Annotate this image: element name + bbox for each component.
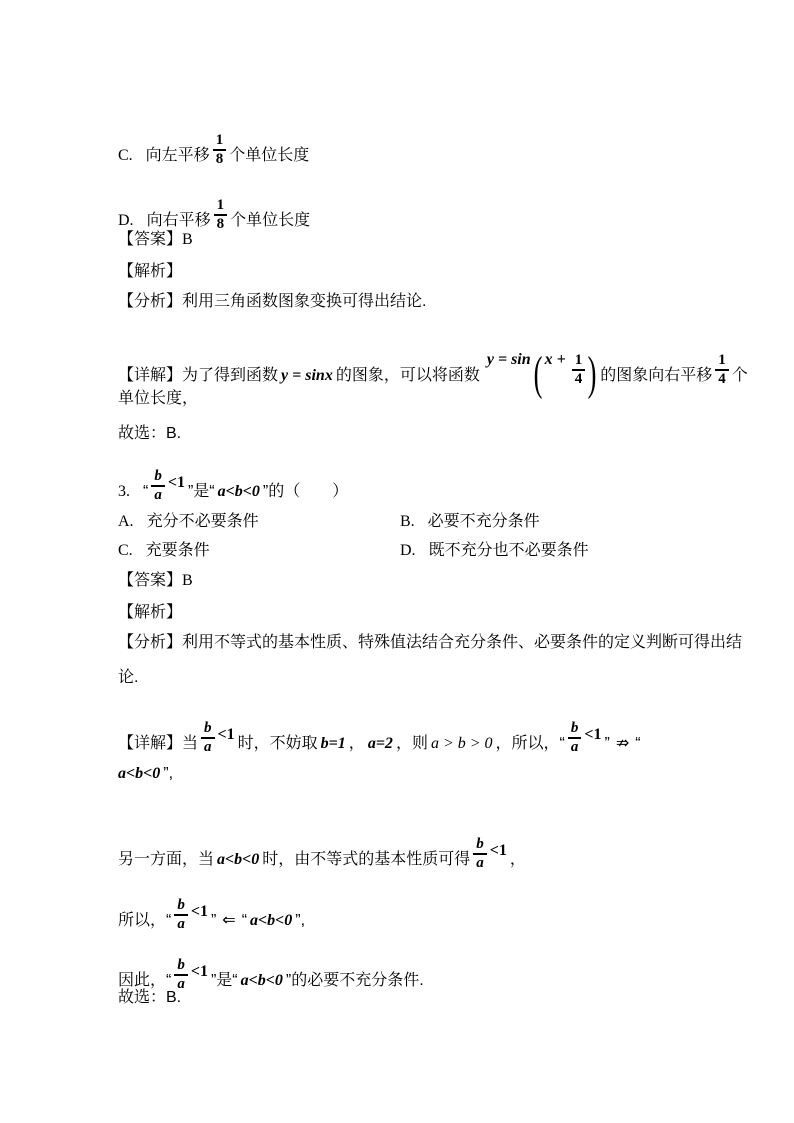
answer-value: B [182,231,193,248]
fraction-one-eighth [213,132,227,168]
conclusion-text: 故选：B. [118,425,182,442]
xiangjie-tag: 【详解】 [118,366,183,384]
q2-option-c [118,132,309,168]
fraction-one-fourth [572,352,586,388]
option-c-label: C. [118,146,133,164]
fraction-b-over-a [174,897,188,933]
formula-y-equals-sinx: y = sinx [281,366,333,384]
option-c-text: 充要条件 [145,542,210,559]
formula-lhs: y = sin [486,350,531,368]
fraction-denominator: 4 [718,370,726,387]
q3-xiangjie-line1 [118,720,641,756]
fraction-numerator: b [201,720,215,739]
fenxi-text-line2: 论. [118,669,139,686]
detail1-seg2: 时，不妨取 [237,734,318,752]
fenxi-text: 利用三角函数图象变换可得出结论. [182,293,427,310]
q2-fenxi-line [118,292,426,312]
less-than-one: <1 [584,725,602,743]
option-d-text-post: 个单位长度 [230,211,311,229]
fraction-denominator: a [154,486,162,503]
xiangjie-seg2: 的图象，可以将函数 [335,366,480,384]
option-b-label: B. [400,513,415,530]
q2-answer-line [118,230,193,250]
detail5-seg2: ”是“ [210,971,238,989]
fraction-numerator: 1 [214,197,228,216]
fraction-numerator: b [174,957,188,976]
answer-value: B [182,572,193,589]
q2-xiangjie-wrap-line [118,389,198,409]
detail1-seg1: 当 [182,734,199,752]
fraction-b-over-a [568,720,582,756]
q3-xiangjie-line2 [118,764,173,784]
stem-open-quote: “ [143,482,149,500]
fraction-numerator: 1 [572,352,586,371]
fraction-b-over-a [473,836,487,872]
fraction-denominator: 8 [216,215,225,232]
q3-option-c [118,541,210,561]
q2-option-d [118,197,310,233]
detail1-seg4: ，所以，“ [495,734,565,752]
q3-conclusion-line [118,988,181,1008]
fraction-one-fourth [715,352,729,388]
option-d-text: 既不充分也不必要条件 [428,542,589,559]
option-c-text-post: 个单位长度 [229,146,310,164]
jiexi-tag: 【解析】 [118,604,183,621]
q3-xiangjie-line3 [118,836,526,872]
detail5-seg1: 因此，“ [118,971,172,989]
option-d-text-pre: 向右平移 [146,211,211,229]
fraction-numerator: b [174,897,188,916]
inequality-a-b-0: a<b<0 [217,850,260,868]
question-number: 3. [118,482,130,500]
answer-tag: 【答案】 [118,572,183,589]
formula-b-equals-1: b=1 [320,734,346,752]
detail4-seg2: ” [210,911,217,929]
q3-option-a [118,512,259,532]
detail4-seg1: 所以，“ [118,911,172,929]
fraction-denominator: a [177,975,185,992]
detail5-tail: ”的必要不充分条件. [285,971,424,989]
fraction-numerator: 1 [715,352,729,371]
fraction-one-eighth [214,197,228,233]
detail2-tail: ”, [163,765,174,782]
fraction-b-over-a [201,720,215,756]
fraction-numerator: b [151,468,165,487]
q3-xiangjie-line4 [118,897,305,933]
fenxi-text-line1: 利用不等式的基本性质、特殊值法结合充分条件、必要条件的定义判断可得出结 [182,634,743,651]
answer-tag: 【答案】 [118,231,183,248]
formula-inner: x + [544,350,566,368]
less-than-one: <1 [190,902,208,920]
fenxi-tag: 【分析】 [118,634,183,651]
xiangjie-seg1: 为了得到函数 [182,366,279,384]
option-a-label: A. [118,513,134,530]
fraction-denominator: a [177,915,185,932]
less-than-one: <1 [489,841,507,859]
not-implies-arrow: ⇏ [615,732,630,752]
inequality-a-b-0: a<b<0 [118,765,161,782]
implied-by-arrow: ⇐ [222,909,236,929]
fraction-denominator: 4 [574,370,583,387]
less-than-one: <1 [217,725,235,743]
option-c-label: C. [118,542,133,559]
formula-a-gt-b-gt-0: a > b > 0 [430,734,493,752]
less-than-one: <1 [167,473,185,491]
q3-fenxi-line2 [118,668,138,688]
detail4-tail: ”, [295,911,306,929]
option-a-text: 充分不必要条件 [146,513,259,530]
option-d-label: D. [118,211,134,229]
detail3-seg2: 时，由不等式的基本性质可得 [262,850,471,868]
q3-jiexi-line [118,603,182,623]
option-d-label: D. [400,542,416,559]
detail1-open-quote: “ [635,734,641,752]
formula-y-equals-sin-x-plus-one-fourth: y = sin( x + $\frac{1}{4}$ ) [486,346,597,400]
inequality-a-b-0: a<b<0 [240,971,283,989]
fraction-denominator: a [570,738,579,755]
detail1-close-quote: ” [604,734,610,752]
jiexi-tag: 【解析】 [118,263,183,280]
detail4-seg3: “ [241,911,248,929]
fraction-b-over-a [151,468,165,504]
q3-answer-line [118,571,193,591]
q3-option-b [400,512,540,532]
detail1-comma: ， [348,734,365,752]
detail3-seg1: 另一方面，当 [118,850,215,868]
stem-tail: ”的（ ） [262,482,349,500]
fraction-denominator: a [476,854,484,871]
q2-jiexi-line [118,262,182,282]
xiangjie-seg3: 的图象向右平移 [600,366,713,384]
q2-conclusion-line [118,424,181,444]
fenxi-tag: 【分析】 [118,293,183,310]
stem-mid: ”是“ [187,482,215,500]
q3-fenxi-line1 [118,633,742,653]
q3-option-d [400,541,589,561]
q3-stem-line [118,468,348,504]
inequality-a-b-0: a<b<0 [250,911,293,929]
fraction-numerator: b [473,836,487,855]
detail1-seg3: ，则 [395,734,428,752]
fraction-numerator: b [568,720,582,739]
option-c-text-pre: 向左平移 [145,146,210,164]
fraction-denominator: 8 [215,150,224,167]
fraction-denominator: a [204,738,212,755]
xiangjie-seg4: 个 [731,366,748,384]
fraction-numerator: 1 [213,132,227,151]
detail3-tail: ， [509,850,526,868]
option-b-text: 必要不充分条件 [427,513,540,530]
xiangjie-wrap-text: 单位长度， [118,390,199,407]
conclusion-text: 故选：B. [118,989,182,1006]
formula-a-equals-2: a=2 [367,734,393,752]
inequality-a-b-0: a<b<0 [217,482,260,500]
xiangjie-tag: 【详解】 [118,734,183,752]
less-than-one: <1 [190,962,208,980]
